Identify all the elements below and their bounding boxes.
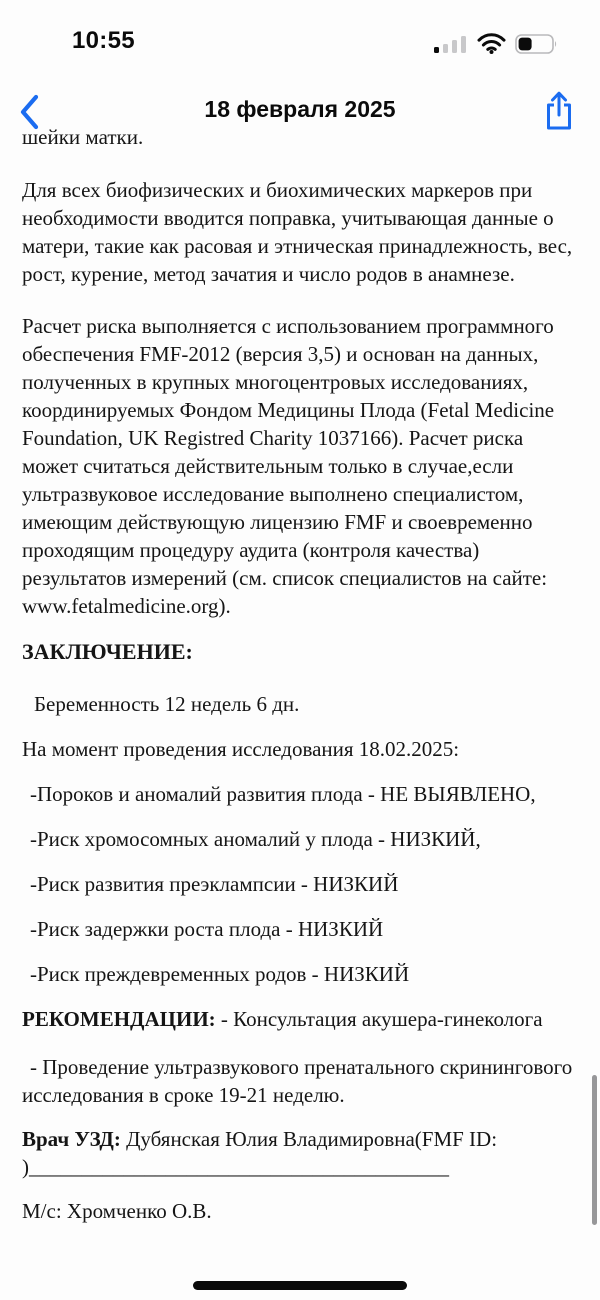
- conclusion-item: -Риск хромосомных аномалий у плода - НИЗКИЙ,: [30, 827, 481, 851]
- status-time: 10:55: [72, 27, 135, 54]
- doctor-name: Дубянская Юлия Владимировна(FMF ID:: [120, 1127, 498, 1151]
- conclusion-item: Беременность 12 недель 6 дн.: [34, 692, 300, 716]
- share-icon: [544, 90, 574, 132]
- conclusion-item: -Пороков и аномалий развития плода - НЕ ВЫЯВЛЕНО,: [30, 782, 536, 806]
- status-icons: [434, 33, 558, 54]
- conclusion-item: -Риск развития преэклампсии - НИЗКИЙ: [30, 872, 399, 896]
- doctor-line: [22, 1125, 578, 1181]
- nurse-line: М/с: Хромченко О.В.: [22, 1199, 212, 1223]
- paragraph: Для всех биофизических и биохимических маркеров при необходимости вводится поправка, учитывающая данные о матери, такие как расовая и этническая принадлежность, вес, рост, курение, метод зачатия и число родов в анамнезе.: [22, 178, 573, 286]
- recommendations-extra: - Проведение ультразвукового пренатального скринингового исследования в сроке 19-21 неделю.: [22, 1055, 573, 1107]
- recommendations-line: [22, 1005, 578, 1033]
- document-title: 18 февраля 2025: [204, 96, 396, 122]
- status-bar: [0, 0, 600, 80]
- conclusion-item: -Риск преждевременных родов - НИЗКИЙ: [30, 962, 410, 986]
- paragraph: Расчет риска выполняется с использованием программного обеспечения FMF-2012 (версия 3,5) и основан на данных, полученных в крупных многоцентровых исследованиях, координируемых Фондом Медицины Плода (Fetal Medicine Foundation, UK Registred Charity 1037166). Расчет риска может считаться действительным только в случае,если ультразвуковое исследование выполнено специалистом, имеющим действующую лицензию FMF и своевременно проходящим процедуру аудита (контроля качества) результатов измерений (см. список специалистов на сайте: www.fetalmedicine.org).: [22, 314, 555, 618]
- scrollbar-thumb[interactable]: [592, 1075, 597, 1225]
- wifi-icon: [477, 33, 506, 54]
- conclusion-item: На момент проведения исследования 18.02.2025:: [22, 737, 460, 761]
- conclusion-list: [22, 690, 578, 988]
- share-button[interactable]: [544, 90, 574, 132]
- document-page[interactable]: [0, 125, 600, 1225]
- home-indicator[interactable]: [193, 1281, 407, 1290]
- body-paragraphs: [22, 176, 578, 620]
- clipped-text-line: шейки матки.: [22, 125, 144, 149]
- conclusion-item: -Риск задержки роста плода - НИЗКИЙ: [30, 917, 384, 941]
- doctor-label: Врач УЗД:: [22, 1127, 121, 1151]
- recommendations-label: РЕКОМЕНДАЦИИ:: [22, 1007, 216, 1031]
- signature-underline: )________________________________________: [22, 1155, 449, 1179]
- recommendations-text: - Консультация акушера-гинеколога: [215, 1007, 543, 1031]
- conclusion-heading: ЗАКЛЮЧЕНИЕ:: [22, 639, 193, 664]
- battery-icon: [515, 34, 558, 54]
- cellular-signal-icon: [434, 34, 468, 54]
